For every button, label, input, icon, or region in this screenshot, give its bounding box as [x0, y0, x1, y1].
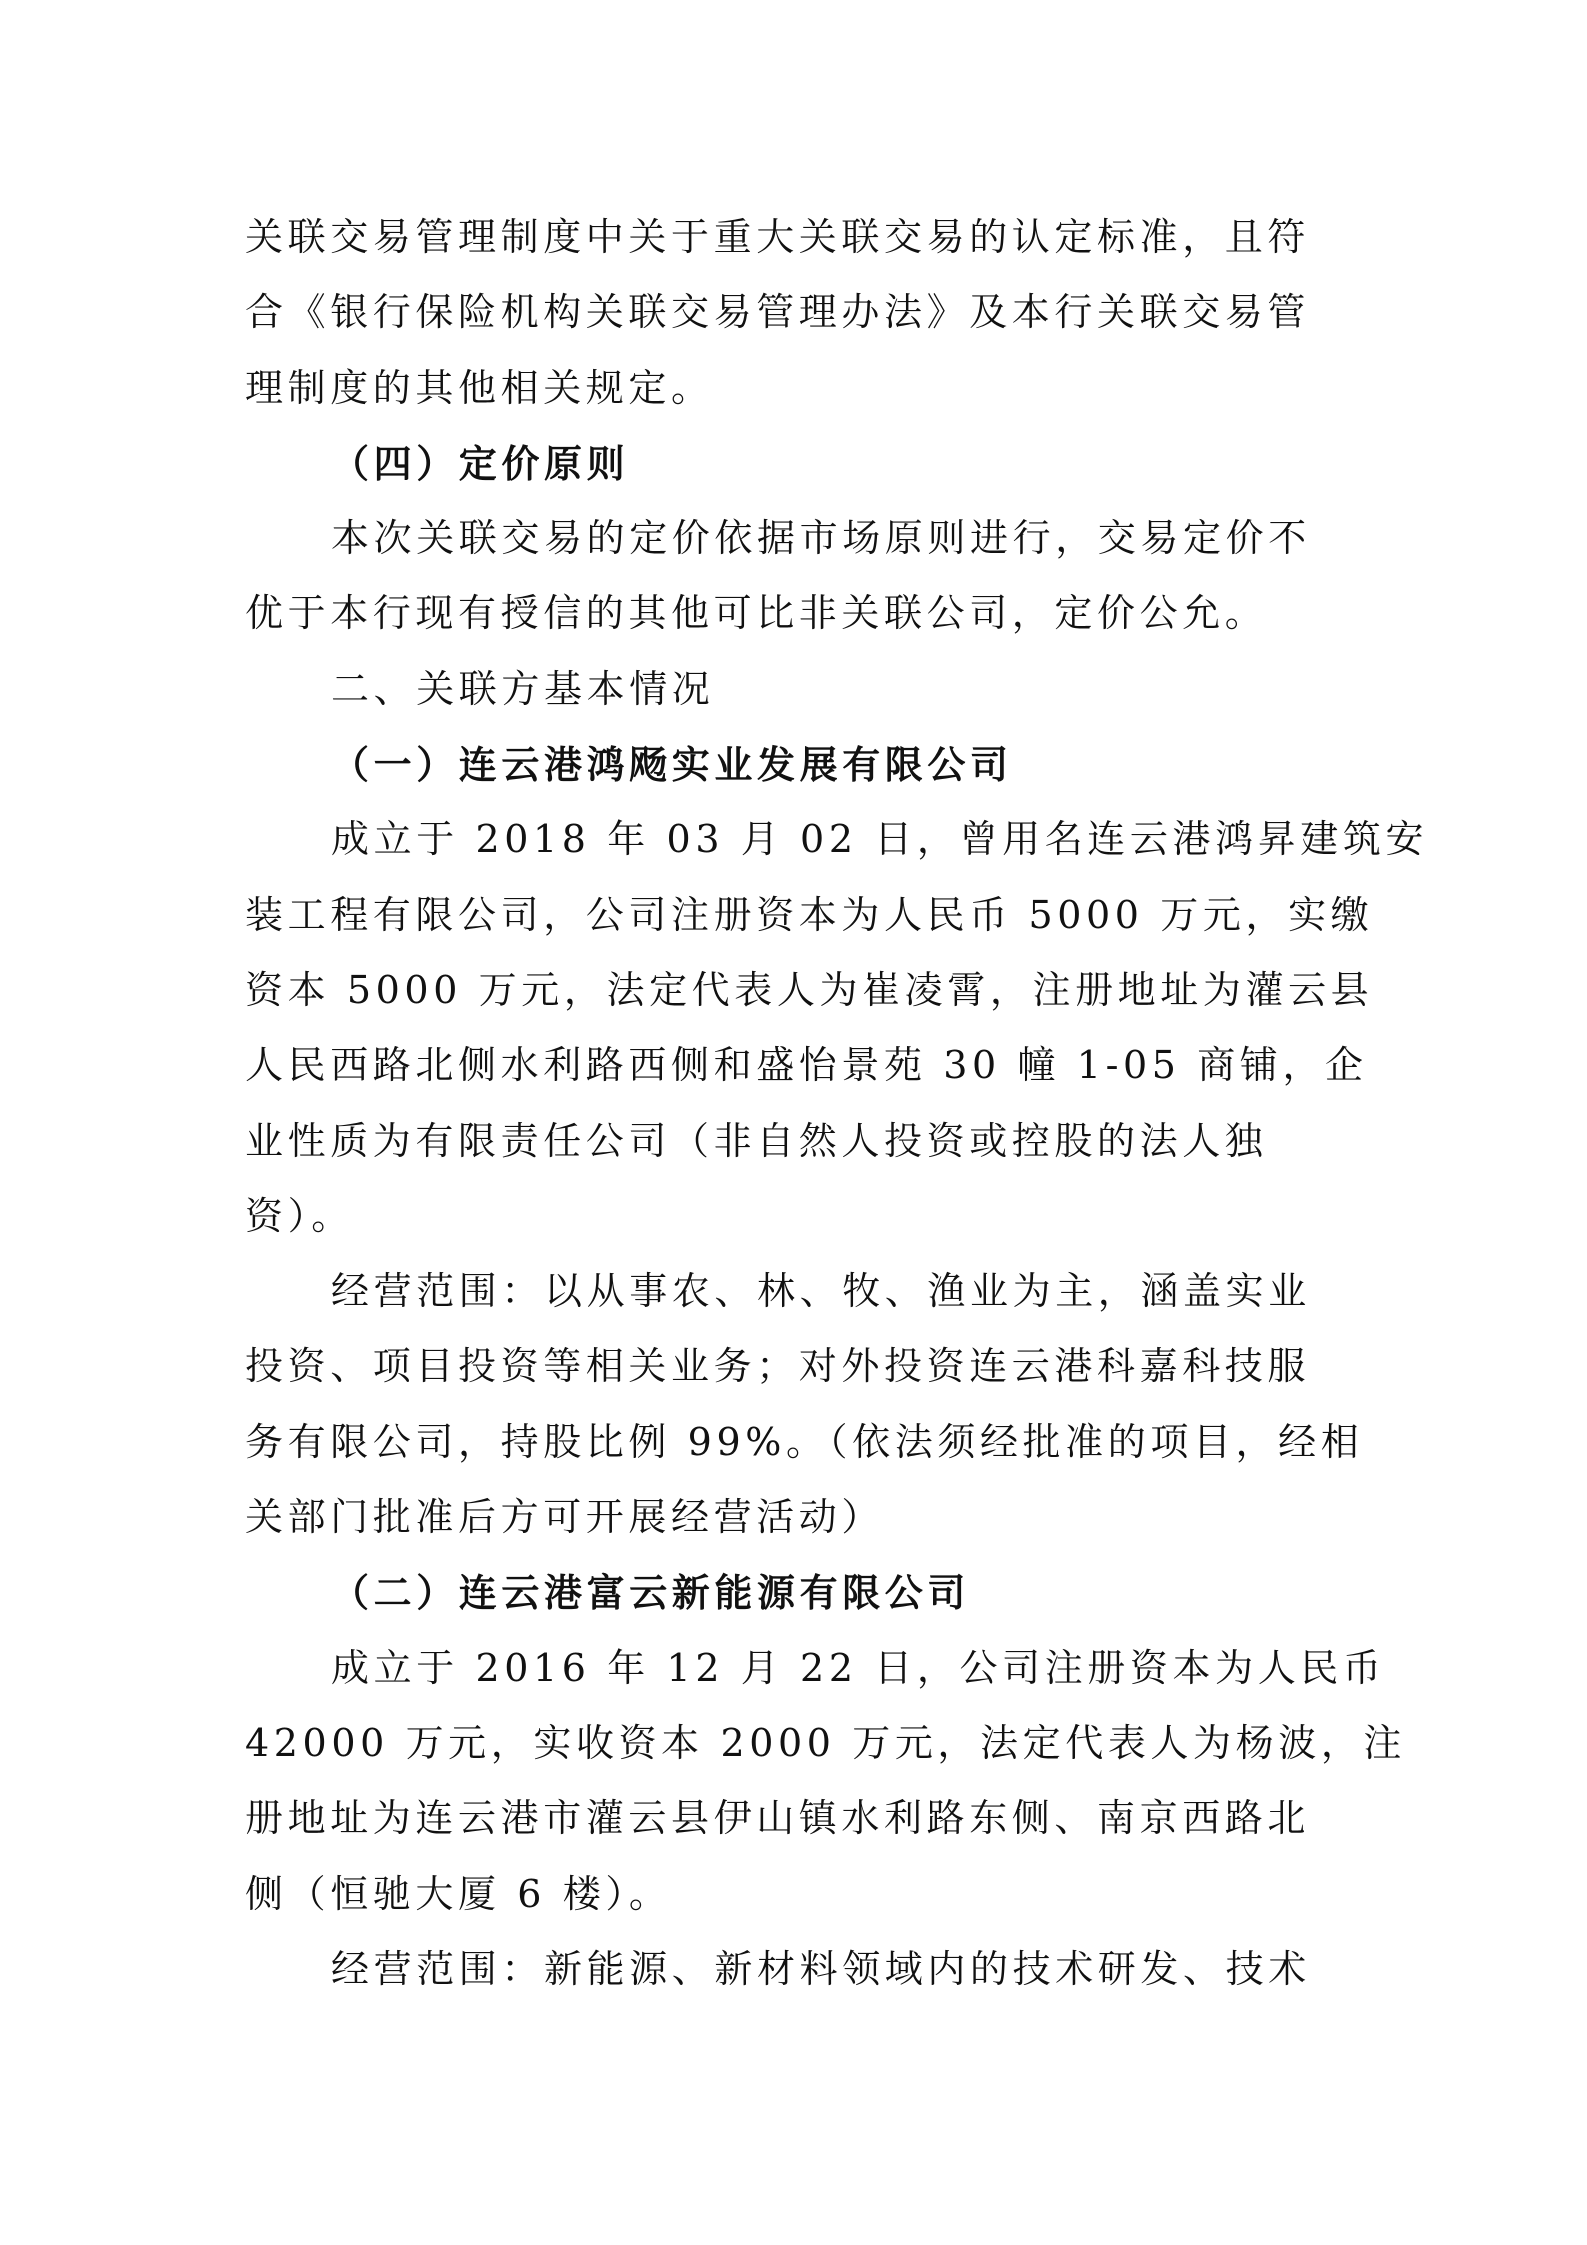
text-line: 装工程有限公司，公司注册资本为人民币 5000 万元，实缴: [245, 892, 1374, 937]
section-heading: （一）连云港鸿飏实业发展有限公司: [331, 742, 1013, 788]
text-line: 册地址为连云港市灌云县伊山镇水利路东侧、南京西路北: [245, 1796, 1311, 1841]
text-line: 资本 5000 万元，法定代表人为崔凌霄，注册地址为灌云县: [245, 967, 1374, 1012]
text-line: 投资、项目投资等相关业务；对外投资连云港科嘉科技服: [245, 1344, 1311, 1389]
text-line: 成立于 2016 年 12 月 22 日，公司注册资本为人民币: [331, 1645, 1386, 1690]
text-line: 42000 万元，实收资本 2000 万元，法定代表人为杨波，注: [245, 1720, 1407, 1765]
text-line: 经营范围：以从事农、林、牧、渔业为主，涵盖实业: [331, 1269, 1311, 1314]
text-line: 二、关联方基本情况: [331, 666, 715, 711]
text-line: 经营范围：新能源、新材料领域内的技术研发、技术: [331, 1946, 1311, 1991]
text-line: 业性质为有限责任公司（非自然人投资或控股的法人独: [245, 1118, 1268, 1163]
text-line: 侧（恒驰大厦 6 楼）。: [245, 1871, 672, 1916]
text-line: 资）。: [245, 1193, 354, 1238]
text-line: 关部门批准后方可开展经营活动）: [245, 1495, 885, 1540]
text-line: 本次关联交易的定价依据市场原则进行，交易定价不: [331, 516, 1311, 561]
text-line: 关联交易管理制度中关于重大关联交易的认定标准，且符: [245, 215, 1311, 259]
document-body: [245, 200, 1429, 2007]
text-line: 理制度的其他相关规定。: [245, 365, 714, 410]
text-line: 优于本行现有授信的其他可比非关联公司，定价公允。: [245, 591, 1268, 636]
section-heading: （二）连云港富云新能源有限公司: [331, 1570, 971, 1616]
section-heading: （四）定价原则: [331, 440, 630, 486]
text-line: 务有限公司，持股比例 99%。（依法须经批准的项目，经相: [245, 1419, 1364, 1464]
text-line: 成立于 2018 年 03 月 02 日，曾用名连云港鸿昇建筑安: [331, 817, 1429, 862]
text-line: 合《银行保险机构关联交易管理办法》及本行关联交易管: [245, 290, 1311, 335]
text-line: 人民西路北侧水利路西侧和盛怡景苑 30 幢 1-05 商铺，企: [245, 1043, 1368, 1088]
